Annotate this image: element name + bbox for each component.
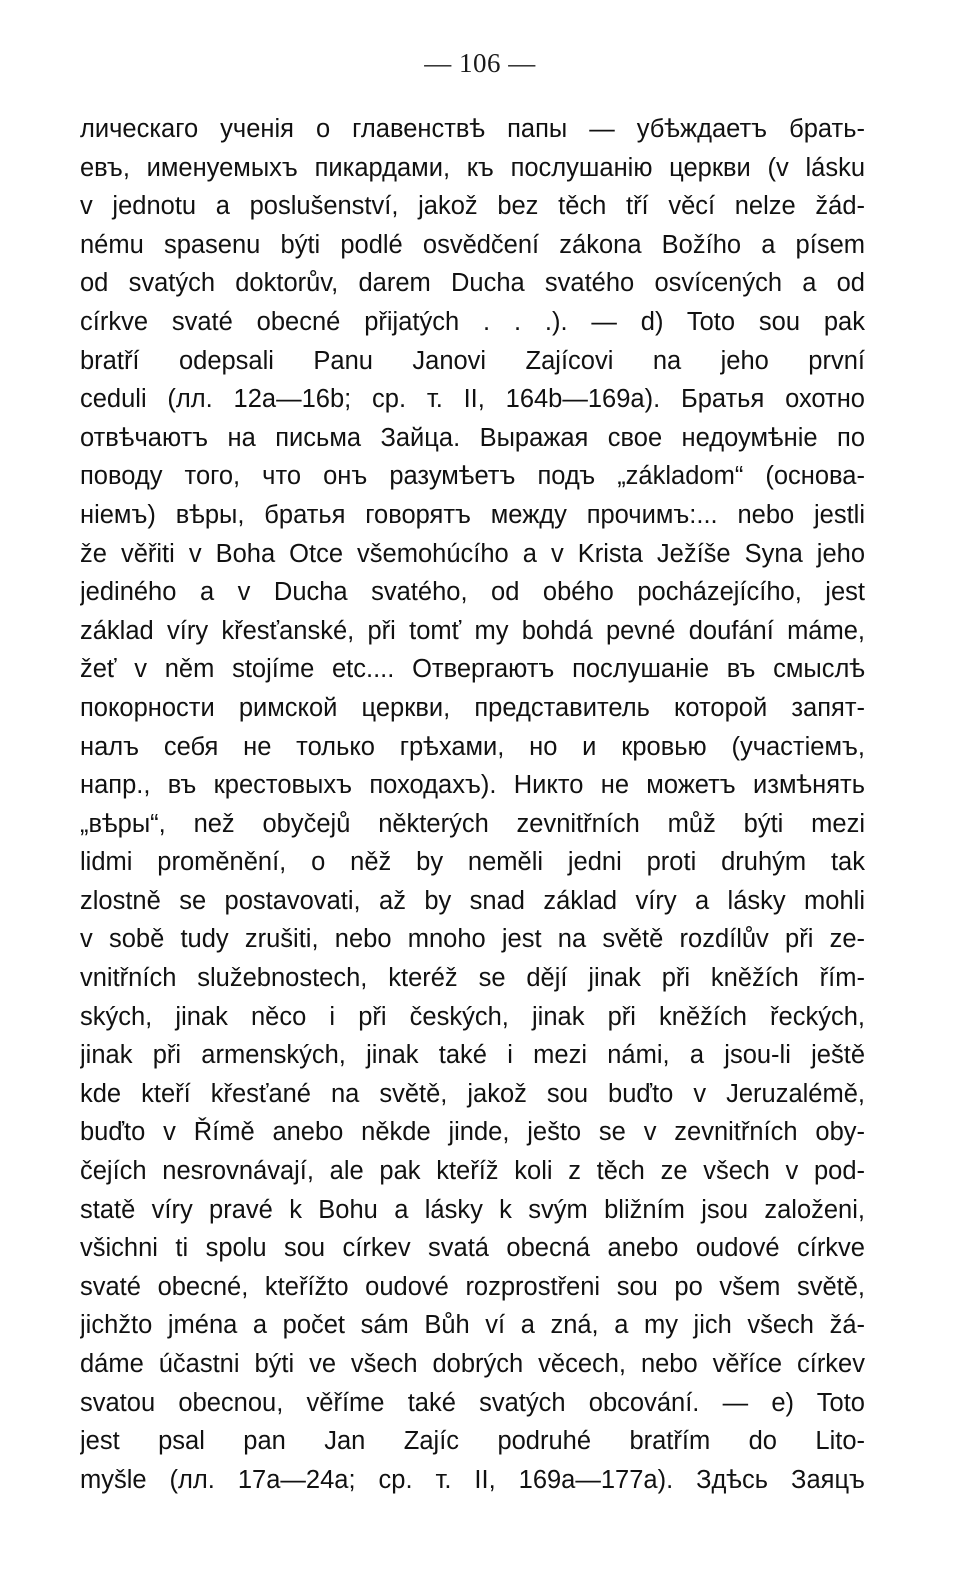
text-line: v jednotu a poslušenství, jakož bez těch tří věcí nelze žád-: [80, 192, 865, 221]
text-line: ніемъ) вѣры, братья говорятъ между прочимъ:... nebo jestli: [80, 500, 865, 529]
text-line: církve svaté obecné přijatých . . .). — d) Toto sou pak: [80, 307, 865, 336]
text-line: евъ, именуемыхъ пикардами, къ послушанію церкви (v lásku: [80, 153, 865, 182]
text-line: statě víry pravé k Bohu a lásky k svým bližním jsou založeni,: [80, 1195, 865, 1224]
text-line: отвѣчаютъ на письма Зайца. Выражая свое недоумѣніе по: [80, 423, 865, 452]
text-line: jichžto jména a počet sám Bůh ví a zná, a my jich všech žá-: [80, 1311, 865, 1340]
text-line: od svatých doktorův, darem Ducha svatého osvícených a od: [80, 269, 865, 298]
text-line: kde kteří křesťané na světě, jakož sou buďto v Jeruzalémě,: [80, 1079, 865, 1108]
text-line: покорности римской церкви, представитель которой запят-: [80, 693, 865, 722]
text-line: zlostně se postavovati, až by snad základ víry a lásky mohli: [80, 886, 865, 915]
text-line: „вѣры“, než obyčejů některých zevnitřních můž býti mezi: [80, 809, 865, 838]
text-line: svatou obecnou, věříme také svatých obcování. — e) Toto: [80, 1388, 865, 1417]
text-line: všichni ti spolu sou církev svatá obecná anebo oudové církve: [80, 1234, 865, 1263]
text-line: základ víry křesťanské, při tomť my bohdá pevné doufání máme,: [80, 616, 865, 645]
text-line: налъ себя не только грѣхами, но и кровью (участіемъ,: [80, 732, 865, 761]
text-line: myšle (лл. 17a—24a; ср. т. II, 169a—177a). Здѣсь Заяцъ: [80, 1465, 865, 1494]
text-line: nému spasenu býti podlé osvědčení zákona Božího a písem: [80, 230, 865, 259]
text-line: лическаго ученія о главенствѣ папы — убѣждаетъ брать-: [80, 115, 865, 143]
text-line: vnitřních služebnostech, kteréž se dějí jinak při kněžích řím-: [80, 964, 865, 993]
text-line: ceduli (лл. 12a—16b; ср. т. II, 164b—169a). Братья охотно: [80, 385, 865, 414]
body-text: [80, 110, 865, 1499]
text-line: že věřiti v Boha Otce všemohúcího a v Krista Ježíše Syna jeho: [80, 539, 865, 568]
text-line: čejích nesrovnávají, ale pak kteříž koli z těch ze všech v pod-: [80, 1157, 865, 1186]
text-line: v sobě tudy zrušiti, nebo mnoho jest na světě rozdílův při ze-: [80, 925, 865, 954]
text-line: svaté obecné, kteřížto oudové rozprostřeni sou po všem světě,: [80, 1272, 865, 1301]
text-line: bratří odepsali Panu Janovi Zajícovi na jeho první: [80, 346, 865, 375]
text-line: jest psal pan Jan Zajíc podruhé bratřím do Lito-: [80, 1427, 865, 1456]
text-line: dáme účastni býti ve všech dobrých věcech, nebo věříce církev: [80, 1350, 865, 1378]
text-line: žeť v něm stojíme etc.... Отвергаютъ послушаніе въ смыслѣ: [80, 655, 865, 684]
page-number: — 106 —: [424, 48, 536, 78]
text-line: напр., въ крестовыхъ походахъ). Никто не можетъ измѣнять: [80, 771, 865, 800]
text-line: buďto v Římě anebo někde jinde, ješto se v zevnitřních oby-: [80, 1118, 865, 1147]
text-line: lidmi proměnění, o něž by neměli jedni proti druhým tak: [80, 848, 865, 877]
text-line: поводу того, что онъ разумѣетъ подъ „základom“ (основа-: [80, 462, 865, 491]
text-line: ských, jinak něco i při českých, jinak při kněžích řeckých,: [80, 1002, 865, 1031]
text-line: jediného a v Ducha svatého, od obého pocházejícího, jest: [80, 578, 865, 607]
text-line: jinak při armenských, jinak také i mezi námi, a jsou-li ještě: [80, 1041, 865, 1070]
